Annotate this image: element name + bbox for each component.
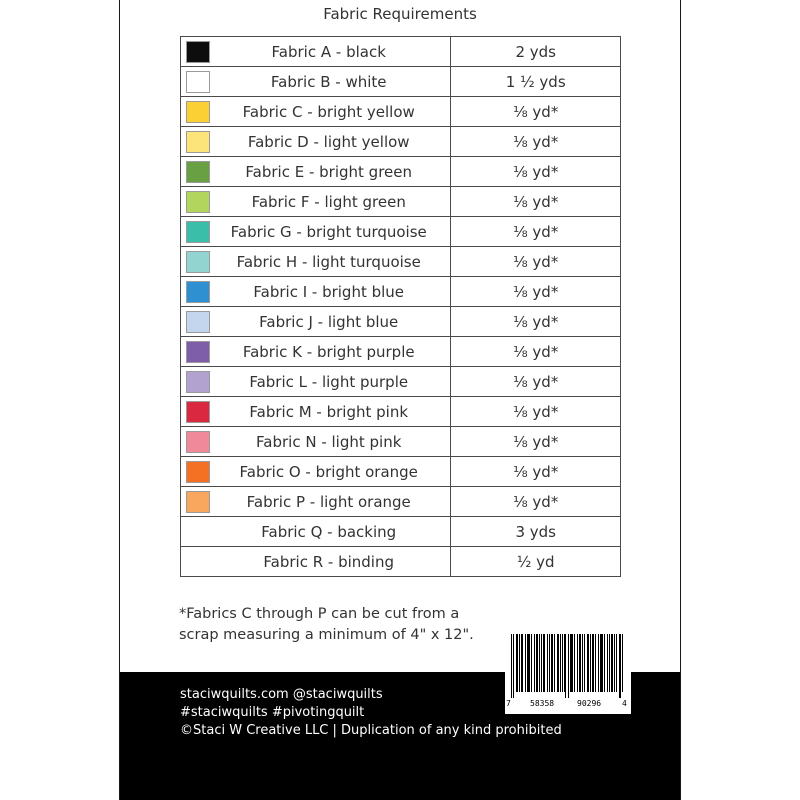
fabric-name-cell	[181, 337, 451, 367]
barcode-bar	[592, 634, 593, 692]
barcode-bar	[521, 634, 522, 692]
barcode-bar	[511, 634, 512, 698]
fabric-name: Fabric C - bright yellow	[242, 102, 415, 121]
fabric-name-cell	[181, 157, 451, 187]
barcode-bar	[534, 634, 535, 692]
barcode-bar	[541, 634, 542, 692]
footnote-line-2: scrap measuring a minimum of 4" x 12".	[179, 627, 474, 643]
fabric-row	[181, 277, 621, 307]
fabric-name: Fabric I - bright blue	[253, 282, 405, 301]
fabric-row	[181, 367, 621, 397]
fabric-name-cell	[181, 127, 451, 157]
barcode-bar	[536, 634, 537, 692]
barcode-bar	[562, 634, 563, 692]
barcode-bars	[511, 634, 625, 698]
barcode-bar	[552, 634, 553, 692]
fabric-amount: ⅛ yd*	[451, 187, 621, 217]
footnote-line-1: *Fabrics C through P can be cut from a	[179, 606, 460, 622]
fabric-color-swatch	[186, 131, 210, 153]
footer-website-handle: staciwquilts.com @staciwquilts	[180, 687, 383, 702]
fabric-name: Fabric O - bright orange	[239, 462, 418, 481]
fabric-name: Fabric E - bright green	[245, 162, 413, 181]
pattern-back-page	[119, 0, 681, 800]
fabric-amount: ⅛ yd*	[451, 337, 621, 367]
barcode-bar	[587, 634, 588, 692]
fabric-name: Fabric M - bright pink	[249, 402, 409, 421]
fabric-amount: 3 yds	[451, 517, 621, 547]
barcode-bar	[557, 634, 558, 692]
fabric-color-swatch	[186, 371, 210, 393]
barcode-bar	[549, 634, 550, 692]
fabric-amount: ⅛ yd*	[451, 247, 621, 277]
fabric-row	[181, 97, 621, 127]
barcode-bar	[602, 634, 603, 692]
fabric-row	[181, 37, 621, 67]
fabric-row	[181, 127, 621, 157]
fabric-name-cell	[181, 277, 451, 307]
barcode-bar	[565, 634, 566, 698]
fabric-row	[181, 517, 621, 547]
barcode-bar	[571, 634, 572, 692]
fabric-name: Fabric P - light orange	[246, 492, 411, 511]
fabric-name-cell	[181, 307, 451, 337]
fabric-amount: ⅛ yd*	[451, 487, 621, 517]
footer-hashtags: #staciwquilts #pivotingquilt	[180, 705, 365, 720]
fabric-color-swatch	[186, 281, 210, 303]
barcode-bar	[513, 634, 514, 698]
barcode-bar	[611, 634, 612, 692]
fabric-amount: ⅛ yd*	[451, 307, 621, 337]
barcode-bar	[620, 634, 621, 698]
barcode-bar	[547, 634, 548, 692]
fabric-color-swatch	[186, 491, 210, 513]
fabric-amount: ⅛ yd*	[451, 127, 621, 157]
fabric-name-cell	[181, 367, 451, 397]
barcode-bar	[604, 634, 605, 692]
fabric-row	[181, 157, 621, 187]
fabric-name: Fabric L - light purple	[249, 372, 409, 391]
barcode-bar	[544, 634, 545, 692]
fabric-name: Fabric H - light turquoise	[236, 252, 421, 271]
fabric-row	[181, 457, 621, 487]
fabric-name: Fabric D - light yellow	[247, 132, 410, 151]
fabric-color-swatch	[186, 341, 210, 363]
barcode-bar	[516, 634, 517, 692]
fabric-name-cell	[181, 547, 451, 577]
barcode-bar	[539, 634, 540, 692]
fabric-amount: 2 yds	[451, 37, 621, 67]
fabric-name: Fabric J - light blue	[259, 312, 399, 331]
barcode-lead-digit: 7	[506, 699, 511, 708]
barcode-bar	[543, 634, 544, 692]
barcode-bar	[607, 634, 608, 692]
footer-copyright: ©Staci W Creative LLC | Duplication of any kind prohibited	[180, 723, 562, 738]
fabric-row	[181, 247, 621, 277]
barcode-right-digits: 90296	[577, 699, 602, 708]
barcode-bar	[590, 634, 591, 692]
fabric-color-swatch	[186, 191, 210, 213]
fabric-requirements-table	[180, 36, 621, 577]
barcode-bar	[577, 634, 578, 692]
fabric-row	[181, 397, 621, 427]
barcode-bar	[595, 634, 596, 692]
fabric-name: Fabric N - light pink	[256, 432, 402, 451]
barcode-bar	[572, 634, 573, 692]
fabric-row	[181, 67, 621, 97]
fabric-name-cell	[181, 487, 451, 517]
fabric-amount: ⅛ yd*	[451, 457, 621, 487]
fabric-name-cell	[181, 217, 451, 247]
fabric-name-cell	[181, 37, 451, 67]
fabric-row	[181, 217, 621, 247]
fabric-color-swatch	[186, 461, 210, 483]
barcode-bar	[579, 634, 580, 692]
barcode-bar	[554, 634, 555, 692]
fabric-amount: ⅛ yd*	[451, 157, 621, 187]
fabric-name-cell	[181, 457, 451, 487]
fabric-color-swatch	[186, 101, 210, 123]
barcode-bar	[616, 634, 617, 692]
barcode	[505, 630, 631, 714]
fabric-amount: ⅛ yd*	[451, 217, 621, 247]
fabric-name-cell	[181, 67, 451, 97]
fabric-name: Fabric F - light green	[251, 192, 406, 211]
barcode-bar	[582, 634, 583, 692]
barcode-left-digits: 58358	[530, 699, 555, 708]
barcode-bar	[612, 634, 613, 692]
barcode-bar	[529, 634, 530, 692]
page-title: Fabric Requirements	[323, 5, 477, 23]
barcode-bar	[568, 634, 569, 698]
barcode-bar	[570, 634, 571, 692]
barcode-bar	[598, 634, 599, 692]
fabric-row	[181, 487, 621, 517]
barcode-bar	[531, 634, 532, 692]
barcode-bar	[588, 634, 589, 692]
fabric-color-swatch	[186, 251, 210, 273]
fabric-amount: ⅛ yd*	[451, 427, 621, 457]
barcode-bar	[527, 634, 528, 692]
barcode-bar	[558, 634, 559, 692]
fabric-name: Fabric A - black	[271, 42, 386, 61]
fabric-amount: ⅛ yd*	[451, 277, 621, 307]
fabric-color-swatch	[186, 161, 210, 183]
fabric-color-swatch	[186, 71, 210, 93]
barcode-bar	[614, 634, 615, 692]
fabric-name-cell	[181, 427, 451, 457]
barcode-bar	[619, 634, 620, 698]
fabric-name-cell	[181, 397, 451, 427]
barcode-bar	[580, 634, 581, 692]
fabric-color-swatch	[186, 311, 210, 333]
fabric-name: Fabric R - binding	[263, 552, 395, 571]
footnote	[179, 604, 509, 646]
barcode-bar	[528, 634, 529, 692]
fabric-name: Fabric Q - backing	[261, 522, 397, 541]
fabric-amount: 1 ½ yds	[451, 67, 621, 97]
fabric-name: Fabric K - bright purple	[242, 342, 415, 361]
barcode-bar	[522, 634, 523, 692]
barcode-bar	[601, 634, 602, 692]
fabric-row	[181, 307, 621, 337]
fabric-name-cell	[181, 187, 451, 217]
fabric-amount: ½ yd	[451, 547, 621, 577]
barcode-bar	[519, 634, 520, 692]
fabric-row	[181, 187, 621, 217]
fabric-name-cell	[181, 247, 451, 277]
barcode-bar	[609, 634, 610, 692]
barcode-bar	[622, 634, 623, 692]
fabric-row	[181, 427, 621, 457]
fabric-row	[181, 547, 621, 577]
barcode-trail-digit: 4	[622, 699, 627, 708]
fabric-color-swatch	[186, 401, 210, 423]
fabric-color-swatch	[186, 221, 210, 243]
barcode-bar	[593, 634, 594, 692]
fabric-name: Fabric B - white	[270, 72, 387, 91]
barcode-bar	[517, 634, 518, 692]
fabric-color-swatch	[186, 431, 210, 453]
barcode-bar	[560, 634, 561, 692]
barcode-bar	[600, 634, 601, 692]
barcode-bar	[584, 634, 585, 692]
barcode-bar	[525, 634, 526, 692]
barcode-bar	[574, 634, 575, 692]
barcode-bar	[551, 634, 552, 692]
fabric-color-swatch	[186, 41, 210, 63]
fabric-amount: ⅛ yd*	[451, 97, 621, 127]
fabric-amount: ⅛ yd*	[451, 367, 621, 397]
fabric-row	[181, 337, 621, 367]
barcode-bar	[564, 634, 565, 692]
barcode-bar	[537, 634, 538, 692]
fabric-amount: ⅛ yd*	[451, 397, 621, 427]
fabric-name: Fabric G - bright turquoise	[230, 222, 427, 241]
fabric-name-cell	[181, 97, 451, 127]
fabric-name-cell	[181, 517, 451, 547]
